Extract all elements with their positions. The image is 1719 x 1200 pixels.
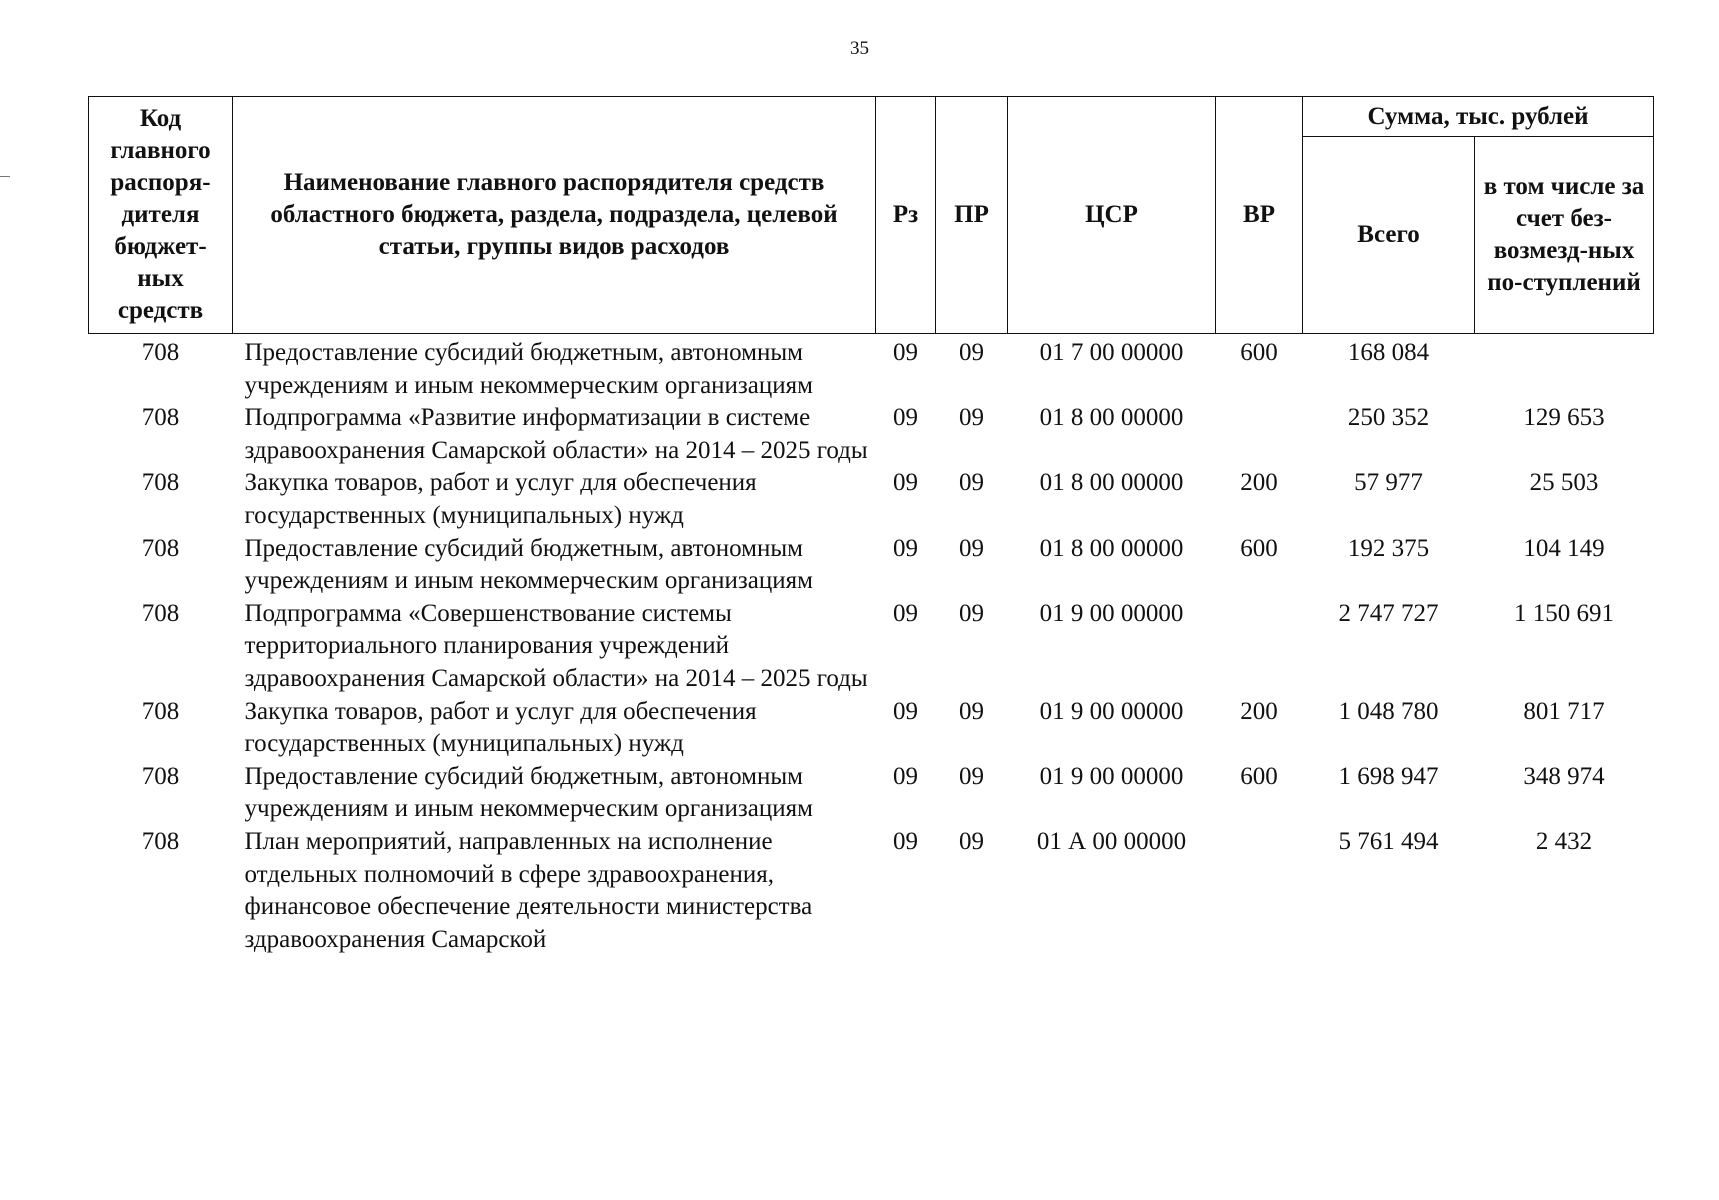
cell-code: 708 [141,697,180,725]
cell-csr: 01 9 00 00000 [1039,762,1184,790]
cell-pr: 09 [959,599,984,627]
cell-grant: 801 717 [1523,697,1605,725]
cell-total: 1 048 780 [1338,697,1439,725]
cell-pr: 09 [959,469,984,497]
cell-csr: 01 7 00 00000 [1039,339,1184,366]
cell-rz: 09 [893,339,918,366]
cell-pr: 09 [959,827,984,855]
cell-total: 2 747 727 [1338,599,1439,627]
table-row [89,696,1654,761]
cell-name: Предоставление субсидий бюджетным, автономным учреждениям и иным некоммерческим организациям [244,762,813,823]
cell-grant: 104 149 [1523,534,1605,562]
cell-vr: 200 [1240,697,1278,725]
header-code: Код главного распоря-дителя бюджет-ных средств [89,97,233,334]
header-name: Наименование главного распорядителя средств областного бюджета, раздела, подраздела, целевой статьи, группы видов расходов [233,97,876,334]
cell-total: 250 352 [1347,404,1430,432]
scan-edge-mark [0,176,10,177]
cell-pr: 09 [959,697,984,725]
cell-rz: 09 [893,599,918,627]
table-body [89,334,1654,957]
cell-csr: 01 8 00 00000 [1039,469,1184,497]
cell-pr: 09 [959,339,984,366]
page-number: 35 [850,38,869,59]
table-row [89,826,1654,956]
cell-pr: 09 [959,534,984,562]
cell-code: 708 [141,827,180,855]
cell-total: 1 698 947 [1338,762,1439,790]
header-total: Всего [1303,137,1475,334]
cell-vr: 200 [1240,469,1278,497]
cell-pr: 09 [959,404,984,432]
header-rz: Рз [876,97,936,334]
cell-name: Предоставление субсидий бюджетным, автономным учреждениям и иным некоммерческим организациям [244,339,813,399]
cell-grant [1475,334,1654,403]
table-row [89,533,1654,598]
cell-grant: 1 150 691 [1514,599,1614,627]
header-csr: ЦСР [1008,97,1216,334]
header-pr: ПР [936,97,1008,334]
cell-name: Подпрограмма «Совершенствование системы территориального планирования учреждений здравоохранения Самарской области» на 2014 – 2025 годы [244,599,868,692]
header-vr: ВР [1216,97,1303,334]
cell-csr: 01 9 00 00000 [1039,599,1184,627]
cell-vr [1216,598,1303,696]
cell-pr: 09 [959,762,984,790]
cell-total: 5 761 494 [1338,827,1439,855]
cell-csr: 01 А 00 00000 [1036,827,1187,855]
cell-rz: 09 [893,697,918,725]
header-sum: Сумма, тыс. рублей [1303,97,1654,137]
cell-name: Подпрограмма «Развитие информатизации в системе здравоохранения Самарской области» на 2014 – 2025 годы [244,404,868,464]
cell-total: 57 977 [1354,469,1423,497]
cell-grant: 2 432 [1535,827,1593,855]
cell-csr: 01 9 00 00000 [1039,697,1184,725]
table-header [89,97,1654,334]
cell-total: 168 084 [1347,339,1430,366]
cell-grant: 129 653 [1523,404,1605,432]
table-row [89,761,1654,826]
table-row [89,402,1654,467]
cell-code: 708 [141,404,180,432]
cell-total: 192 375 [1347,534,1430,562]
table-row [89,467,1654,532]
cell-vr: 600 [1240,339,1278,366]
cell-rz: 09 [893,762,918,790]
cell-rz: 09 [893,404,918,432]
cell-vr: 600 [1240,534,1278,562]
cell-rz: 09 [893,534,918,562]
cell-vr [1216,826,1303,956]
table-row [89,598,1654,696]
cell-rz: 09 [893,827,918,855]
cell-code: 708 [141,339,180,366]
cell-code: 708 [141,599,180,627]
header-grant: в том числе за счет без-возмезд-ных по-ступлений [1475,137,1654,334]
cell-code: 708 [141,762,180,790]
budget-table [88,96,1654,956]
cell-name: Закупка товаров, работ и услуг для обеспечения государственных (муниципальных) нужд [244,697,757,758]
cell-grant: 25 503 [1529,469,1599,497]
cell-vr: 600 [1240,762,1278,790]
cell-csr: 01 8 00 00000 [1039,534,1184,562]
cell-name: План мероприятий, направленных на исполнение отдельных полномочий в сфере здравоохранения, финансовое обеспечение деятельности министерства здравоохранения Самарской [244,827,813,953]
cell-code: 708 [141,469,180,497]
cell-name: Предоставление субсидий бюджетным, автономным учреждениям и иным некоммерческим организациям [244,534,813,595]
cell-vr [1216,402,1303,467]
cell-rz: 09 [893,469,918,497]
cell-name: Закупка товаров, работ и услуг для обеспечения государственных (муниципальных) нужд [244,469,757,529]
cell-csr: 01 8 00 00000 [1039,404,1184,432]
cell-grant: 348 974 [1523,762,1605,790]
cell-code: 708 [141,534,180,562]
table-row [89,334,1654,403]
